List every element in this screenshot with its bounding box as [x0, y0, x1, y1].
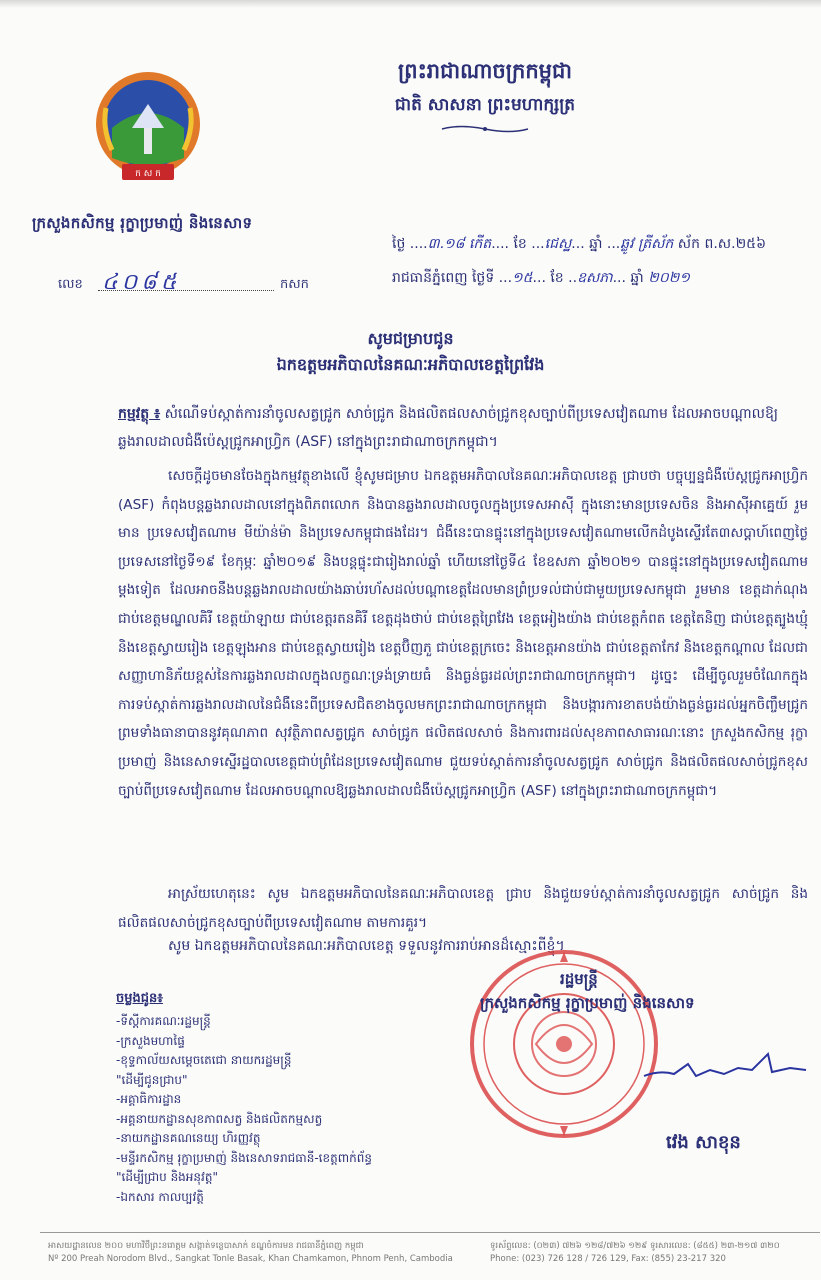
- closing-line: សូម ឯកឧត្តមអភិបាលនៃគណៈអភិបាលខេត្ត ទទួលនូវការរាប់អានដ៏ស្មោះពីខ្ញុំ។: [168, 938, 565, 954]
- copy-item: "ដើម្បីជូនជ្រាប": [116, 1072, 188, 1087]
- solar-year: ២០២១: [648, 270, 690, 286]
- signer-name: វេង សាខុន: [666, 1132, 741, 1153]
- footer-contact: [490, 1240, 821, 1278]
- buddhist-era: ព.ស.២៥៦: [704, 236, 766, 252]
- footer-address-khmer: អាសយដ្ឋានលេខ ២០០ មហាវិថីព្រះនរោត្តម សង្កាត់ទន្លេបាសាក់ ខណ្ឌចំការមន រាជធានីភ្នំពេញ កម្ពុជា: [48, 1241, 364, 1251]
- reference-code: កសក: [280, 277, 309, 292]
- solar-date: រាជធានីភ្នំពេញ ថ្ងៃទី ...១៥... ខែ ..ឧសភា... ឆ្នាំ ២០២១: [392, 270, 690, 286]
- copy-item: -ទីស្តីការគណៈរដ្ឋមន្ត្រី: [116, 1014, 211, 1028]
- lunar-date: ថ្ងៃ ....៣.១៨ កើត.... ខែ ...ជេស្ឋ... ឆ្នាំ ...ឆ្លូវ ត្រីស័ក ស័ក ព.ស.២៥៦: [392, 236, 766, 252]
- footer-address: [48, 1240, 488, 1278]
- body-paragraph-2: អាស្រ័យហេតុនេះ សូម ឯកឧត្តមអភិបាលនៃគណៈអភិបាលខេត្ត ជ្រាប និងជួយទប់ស្កាត់ការនាំចូលសត្វជ្រូក សាច់ជ្រូក និងផលិតផលសាច់ជ្រូកខុសច្បាប់ពីប្រទេសវៀតណាម តាមការគួរ។: [118, 886, 808, 931]
- footer-contact-english: Phone: (023) 726 128 / 726 129, Fax: (855) 23-217 320: [490, 1254, 726, 1264]
- kingdom-title: ព្រះរាជាណាចក្រកម្ពុជា: [397, 59, 572, 83]
- logo-text: ក ស ក: [135, 169, 161, 179]
- subject-text: សំណើទប់ស្កាត់ការនាំចូលសត្វជ្រូក សាច់ជ្រូក និងផលិតផលសាច់ជ្រូកខុសច្បាប់ពីប្រទេសវៀតណាម ដែលអាចបណ្តាលឱ្យឆ្លងរាលដាលជំងឺប៉េស្តជ្រូកអាហ្វ្រិក (ASF) នៅក្នុងព្រះរាជាណាចក្រកម្ពុជា។: [118, 406, 779, 450]
- reference-value: ៤០៨៥: [102, 270, 181, 295]
- subject: [118, 400, 808, 456]
- copy-item: -ក្រសួងមហាផ្ទៃ: [116, 1033, 185, 1048]
- solar-year-label: ឆ្នាំ: [630, 270, 644, 286]
- copy-item: -នាយកដ្ឋានគណនេយ្យ ហិរញ្ញវត្ថុ: [116, 1131, 261, 1145]
- handwritten-signature-icon: [640, 1040, 810, 1090]
- lunar-year-label: ឆ្នាំ: [589, 236, 603, 252]
- lunar-month: ជេស្ឋ: [544, 236, 572, 252]
- footer-address-english: Nº 200 Preah Norodom Blvd., Sangkat Tonle Basak, Khan Chamkamon, Phnom Penh, Cambodia: [48, 1254, 453, 1264]
- reference-label: លេខ: [58, 277, 83, 292]
- salutation: សូមជម្រាបជូន: [367, 329, 454, 348]
- reference-dotted-line: [98, 290, 274, 291]
- ministry-logo-icon: [92, 68, 204, 188]
- footer-divider: [40, 1232, 820, 1233]
- lunar-prefix: ថ្ងៃ: [392, 236, 406, 252]
- footer-contact-khmer: ទូរស័ព្ទលេខ: (០២៣) ៧២៦ ១២៨/៧២៦ ១២៩ ទូរសារលេខ: (៨៥៥) ២៣-២១៧ ៣២០: [490, 1241, 780, 1251]
- body-paragraph-1: សេចក្តីដូចមានចែងក្នុងកម្មវត្ថុខាងលើ ខ្ញុំសូមជម្រាប ឯកឧត្តមអភិបាលនៃគណៈអភិបាលខេត្ត ជ្រាបថា បច្ចុប្បន្នជំងឺប៉េស្តជ្រូកអាហ្វ្រិក (ASF) កំពុងបន្តឆ្លងរាលដាលនៅក្នុងពិភពលោក និងបានឆ្លងរាលដាលចូលក្នុងប្រទេសអាស៊ី ក្នុងនោះមានប្រទេសចិន និងអាស៊ីអាគ្នេយ៍ រួមមាន ប្រទេសវៀតណាម មីយ៉ាន់ម៉ា និងប្រទេសកម្ពុជាផងដែរ។ ជំងឺនេះបានផ្ទុះនៅក្នុងប្រទេសវៀតណាមលើកដំបូងស្ទើរតែ៣សប្តាហ៍ពេញថ្ងៃប្រទេសនៅថ្ងៃទី១៩ ខែកុម្ភៈ ឆ្នាំ២០១៩ និងបន្តផ្ទុះជារៀងរាល់ឆ្នាំ ហើយនៅថ្ងៃទី៤ ខែឧសភា ឆ្នាំ២០២១ បានផ្ទុះនៅក្នុងប្រទេសវៀតណាម ម្តងទៀត ដែលអាចនឹងបន្តឆ្លងរាលដាលយ៉ាងឆាប់រហ័សដល់បណ្តាខេត្តដែលមានព្រំប្រទល់ជាប់ជាមួយប្រទេសកម្ពុជា រួមមាន ខេត្តដាក់ណុង ជាប់ខេត្តមណ្ឌលគិរី ខេត្តយ៉ាឡាយ ជាប់ខេត្តរតនគិរី ខេត្តដុងថាប់ ជាប់ខេត្តព្រៃវែង ខេត្តអៀងយ៉ាង ជាប់ខេត្តកំពត ខេត្តតៃនិញ ជាប់ខេត្តត្បូងឃ្មុំ និងខេត្តស្វាយរៀង ខេត្តឡុងអាន ជាប់ខេត្តស្វាយរៀង ខេត្តប៊ិញភួ ជាប់ខេត្តក្រចេះ និងខេត្តអានយ៉ាង ជាប់ខេត្តតាកែវ និងខេត្តកណ្តាល ដែលជាសញ្ញាហានិភ័យខ្ពស់នៃការឆ្លងរាលដាលក្នុងលក្ខណៈទ្រង់ទ្រាយធំ និងធ្ងន់ធ្ងរដល់ព្រះរាជាណាចក្រកម្ពុជា។ ដូច្នេះ ដើម្បីចូលរួមចំណែកក្នុងការទប់ស្កាត់ការឆ្លងរាលដាលនៃជំងឺនេះពីប្រទេសជិតខាងចូលមកព្រះរាជាណាចក្រកម្ពុជា និងបង្ការការខាតបង់យ៉ាងធ្ងន់ធ្ងរដល់អ្នកចិញ្ចឹមជ្រូក ព្រមទាំងធានាបាននូវគុណភាព សុវត្ថិភាពសត្វជ្រូក សាច់ជ្រូក ផលិតផលសាច់ និងការពារដល់សុខភាពសាធារណៈនោះ ក្រសួងកសិកម្ម រុក្ខាប្រមាញ់ និងនេសាទស្នើរដ្ឋបាលខេត្តជាប់ព្រំដែនប្រទេសវៀតណាម ជួយទប់ស្កាត់ការនាំចូលសត្វជ្រូក សាច់ជ្រូក និងផលិតផលសាច់ជ្រូកខុសច្បាប់ពីប្រទេសវៀតណាម ដែលអាចបណ្តាលឱ្យឆ្លងរាលដាលជំងឺប៉េស្តជ្រូកអាហ្វ្រិក (ASF) នៅក្នុងព្រះរាជាណាចក្រកម្ពុជា។: [118, 468, 808, 799]
- copy-item: -មន្ទីរកសិកម្ម រុក្ខាប្រមាញ់ និងនេសាទរាជធានី-ខេត្តពាក់ព័ន្ធ: [116, 1150, 372, 1165]
- solar-month: ឧសភា: [577, 270, 613, 286]
- copy-item: -ឯកសារ កាលប្បវត្តិ: [116, 1189, 204, 1204]
- solar-day: ១៥: [512, 270, 533, 286]
- subject-label: កម្មវត្ថុ ៖: [118, 406, 161, 422]
- solar-prefix: រាជធានីភ្នំពេញ ថ្ងៃទី: [392, 270, 495, 286]
- recipient: ឯកឧត្តមអភិបាលនៃគណៈអភិបាលខេត្តព្រៃវែង: [276, 355, 545, 374]
- signer-ministry: ក្រសួងកសិកម្ម រុក្ខាប្រមាញ់ និងនេសាទ: [480, 994, 695, 1012]
- solar-month-label: ខែ: [550, 270, 564, 286]
- lunar-month-label: ខែ: [513, 236, 527, 252]
- copy-item: "ដើម្បីជ្រាប និងអនុវត្ត": [116, 1170, 218, 1184]
- copies-list: [116, 1012, 436, 1207]
- ornament-divider-icon: [440, 124, 530, 134]
- signer-title: រដ្ឋមន្ត្រី: [560, 970, 598, 988]
- copy-item: -អគ្គាធិការដ្ឋាន: [116, 1092, 182, 1106]
- reference-number: [58, 270, 309, 296]
- lunar-year: ឆ្លូវ ត្រីស័ក: [620, 236, 674, 252]
- lunar-day: ៣.១៨ កើត: [427, 236, 492, 252]
- national-motto: ជាតិ សាសនា ព្រះមហាក្សត្រ: [394, 95, 576, 115]
- ministry-name: ក្រសួងកសិកម្ម រុក្ខាប្រមាញ់ និងនេសាទ: [32, 214, 253, 232]
- scan-shadow: [0, 0, 821, 8]
- copies-title: ចម្លងជូន៖: [116, 991, 163, 1006]
- copy-item: -អគ្គនាយកដ្ឋានសុខភាពសត្វ និងផលិតកម្មសត្វ: [116, 1111, 323, 1126]
- copy-item: -ខុទ្ទកាល័យសម្តេចតេជោ នាយករដ្ឋមន្ត្រី: [116, 1053, 292, 1067]
